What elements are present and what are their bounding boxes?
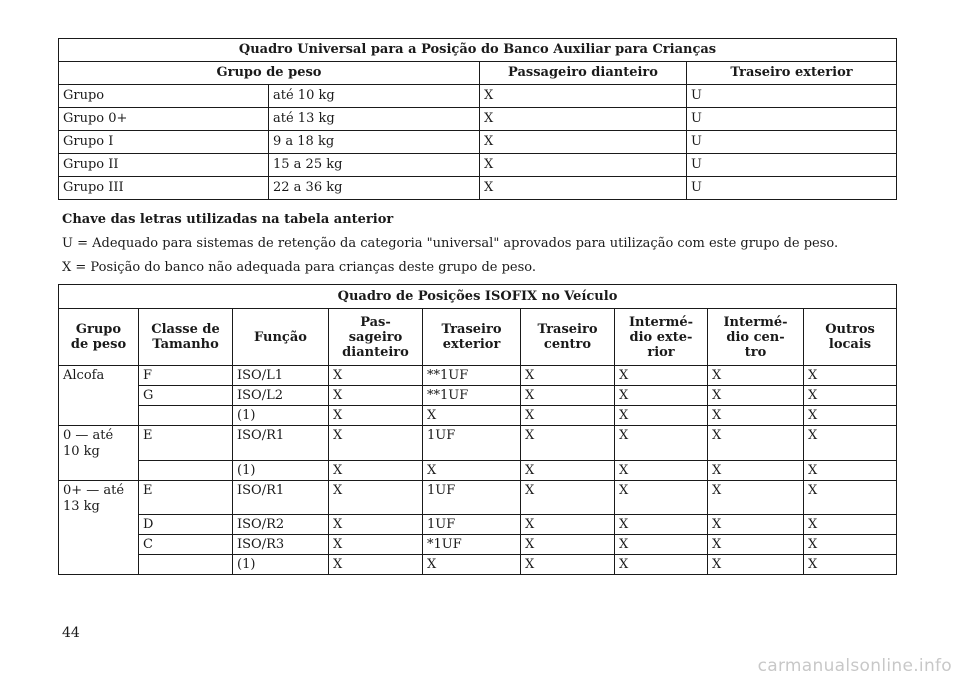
table2-cell: (1) [233,555,329,575]
table2-cell: X [708,406,804,426]
table2-cell: (1) [233,406,329,426]
table1-cell: Grupo III [59,177,269,200]
table2-cell: X [615,386,708,406]
table2-cell: *1UF [423,535,521,555]
footer-watermark: carmanualsonline.info [757,656,952,676]
table1-cell: Grupo 0+ [59,108,269,131]
table1-row [59,108,897,131]
table1-cell: até 10 kg [269,85,480,108]
table1-header-rear-outer: Traseiro exterior [687,62,897,85]
table2-cell: X [804,515,897,535]
table1-cell: Grupo [59,85,269,108]
isofix-table [58,284,897,575]
table2-cell: X [804,426,897,461]
key-line-u: U = Adequado para sistemas de retenção da categoria "universal" aprovados para utilização com este grupo de peso. [62,236,839,251]
table2-cell: X [804,460,897,480]
table1-cell: U [687,131,897,154]
table1-cell: X [480,177,687,200]
table2-body [59,366,897,575]
table2-group-cell [59,555,139,575]
table2-cell: X [615,366,708,386]
table2-cell: X [521,460,615,480]
table2-cell: X [615,406,708,426]
table2-group-cell: Alcofa [59,366,139,386]
table2-group-cell [59,386,139,406]
table2-cell: X [423,555,521,575]
table1-row [59,154,897,177]
table2-cell: X [708,366,804,386]
table2-cell: **1UF [423,366,521,386]
table1-cell: 15 a 25 kg [269,154,480,177]
table2-cell: ISO/L2 [233,386,329,406]
table2-cell: E [139,426,233,461]
table2-cell: F [139,366,233,386]
table1-cell: até 13 kg [269,108,480,131]
table2-cell: E [139,480,233,515]
key-line-x: X = Posição do banco não adequada para crianças deste grupo de peso. [62,260,537,275]
table2-cell: X [329,426,423,461]
table2-cell: X [804,406,897,426]
table2-group-cell [59,535,139,555]
table2-cell: 1UF [423,426,521,461]
table2-cell [139,460,233,480]
table2-cell: X [708,555,804,575]
table2-cell: X [804,366,897,386]
table2-cell: X [423,406,521,426]
table2-cell: C [139,535,233,555]
table2-cell: X [521,515,615,535]
table2-cell: 1UF [423,515,521,535]
table2-cell: X [804,386,897,406]
table1-cell: 22 a 36 kg [269,177,480,200]
table1-row [59,177,897,200]
table1-cell: 9 a 18 kg [269,131,480,154]
table2-group-cell: 0+ — até 13 kg [59,480,139,515]
page-number: 44 [62,625,80,641]
table1-cell: U [687,108,897,131]
table2-cell: X [615,515,708,535]
table2-row [59,366,897,386]
table1-cell: X [480,154,687,177]
table2-cell: X [521,426,615,461]
table2-cell: X [615,426,708,461]
table2-cell: X [521,555,615,575]
table1-title: Quadro Universal para a Posição do Banco Auxiliar para Crianças [59,39,897,62]
table2-row [59,460,897,480]
table2-group-cell [59,460,139,480]
table2-cell: ISO/R2 [233,515,329,535]
table2-cell: X [615,535,708,555]
table2-cell: X [423,460,521,480]
table2-cell: X [521,480,615,515]
table2-cell: X [708,515,804,535]
table2-group-cell: 0 — até 10 kg [59,426,139,461]
table2-header-row [59,309,897,366]
table1-cell: U [687,177,897,200]
table2-cell: X [708,480,804,515]
table1-cell: X [480,85,687,108]
table2-cell: X [329,515,423,535]
table2-cell: ISO/L1 [233,366,329,386]
table2-cell: ISO/R1 [233,480,329,515]
table1-body [59,85,897,200]
table2-row [59,480,897,515]
table2-cell: X [521,366,615,386]
table2-cell: X [329,406,423,426]
table2-cell: X [708,535,804,555]
table2-header-cell: Pas- sageiro dianteiro [329,309,423,366]
table2-header-cell: Grupo de peso [59,309,139,366]
table2-row [59,555,897,575]
table2-row [59,426,897,461]
table2-cell: X [708,460,804,480]
table1-cell: Grupo II [59,154,269,177]
table2-group-cell [59,515,139,535]
table2-cell: X [615,480,708,515]
table2-cell: G [139,386,233,406]
table1-cell: X [480,108,687,131]
table1-cell: U [687,85,897,108]
table2-header-cell: Traseiro exterior [423,309,521,366]
table2-cell: X [804,480,897,515]
table2-header-cell: Intermé- dio cen- tro [708,309,804,366]
table2-cell: X [329,386,423,406]
table2-cell: X [521,406,615,426]
table2-cell: (1) [233,460,329,480]
table1-cell: X [480,131,687,154]
table2-header-cell: Classe de Tamanho [139,309,233,366]
table2-cell: X [521,386,615,406]
table2-header-cell: Outros locais [804,309,897,366]
table2-cell: 1UF [423,480,521,515]
universal-seat-table [58,38,897,200]
table2-header-cell: Intermé- dio exte- rior [615,309,708,366]
table2-cell: X [804,555,897,575]
table2-cell: ISO/R3 [233,535,329,555]
table1-row [59,131,897,154]
letter-key [62,212,902,284]
table2-cell: **1UF [423,386,521,406]
table2-cell: X [329,366,423,386]
table1-header-weight-group: Grupo de peso [59,62,480,85]
table2-cell: D [139,515,233,535]
table2-header-cell: Função [233,309,329,366]
table2-cell: X [329,480,423,515]
table2-row [59,386,897,406]
table2-cell: X [615,555,708,575]
table2-cell: X [329,555,423,575]
table2-group-cell [59,406,139,426]
table1-row [59,85,897,108]
table1-header-front-passenger: Passageiro dianteiro [480,62,687,85]
table2-cell [139,406,233,426]
table2-title: Quadro de Posições ISOFIX no Veículo [59,285,897,309]
table2-header-cell: Traseiro centro [521,309,615,366]
key-title: Chave das letras utilizadas na tabela anterior [62,212,394,227]
table2-row [59,515,897,535]
table2-row [59,535,897,555]
table2-row [59,406,897,426]
table1-cell: U [687,154,897,177]
table2-cell: X [708,426,804,461]
table1-cell: Grupo I [59,131,269,154]
table2-cell: X [615,460,708,480]
table2-cell: X [804,535,897,555]
table2-cell: X [329,460,423,480]
table2-cell: X [708,386,804,406]
table2-cell [139,555,233,575]
table2-cell: ISO/R1 [233,426,329,461]
table2-cell: X [521,535,615,555]
table2-cell: X [329,535,423,555]
